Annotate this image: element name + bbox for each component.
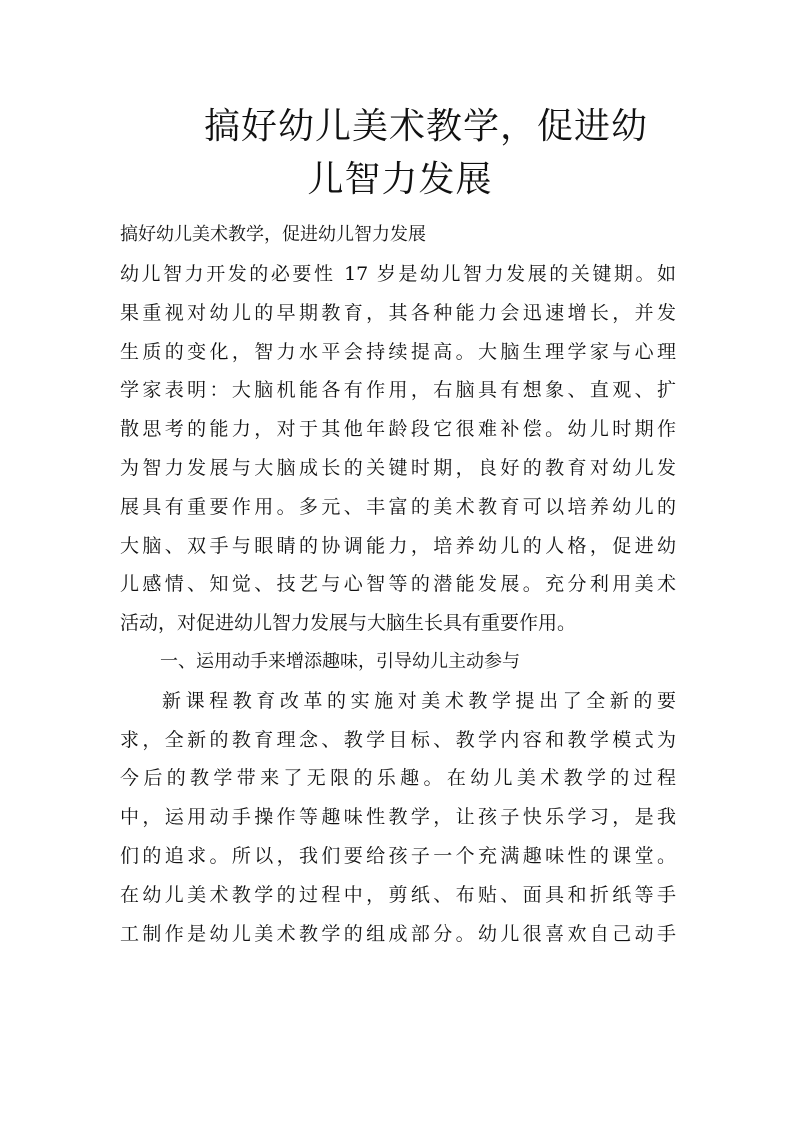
paragraph-line: 工制作是幼儿美术教学的组成部分。幼儿很喜欢自己动手 bbox=[120, 922, 676, 945]
paragraph-line: 大脑、双手与眼睛的协调能力，培养幼儿的人格，促进幼 bbox=[120, 534, 676, 557]
title-line-2: 儿智力发展 bbox=[307, 159, 493, 200]
paragraph-1 bbox=[120, 255, 676, 643]
paragraph-line: 求，全新的教育理念、教学目标、教学内容和教学模式为 bbox=[120, 728, 676, 751]
paragraph-line: 在幼儿美术教学的过程中，剪纸、布贴、面具和折纸等手 bbox=[120, 883, 676, 906]
paragraph-line: 展具有重要作用。多元、丰富的美术教育可以培养幼儿的 bbox=[120, 495, 676, 518]
paragraph-line: 新课程教育改革的实施对美术教学提出了全新的要 bbox=[162, 689, 676, 712]
paragraph-line: 果重视对幼儿的早期教育，其各种能力会迅速增长，并发 bbox=[120, 301, 676, 324]
paragraph-line: 为智力发展与大脑成长的关键时期，良好的教育对幼儿发 bbox=[120, 456, 676, 479]
document-body bbox=[120, 255, 676, 953]
document-title bbox=[120, 100, 680, 206]
paragraph-2 bbox=[120, 682, 676, 954]
paragraph-line: 幼儿智力开发的必要性 17 岁是幼儿智力发展的关键期。如 bbox=[120, 263, 676, 285]
paragraph-line: 中，运用动手操作等趣味性教学，让孩子快乐学习，是我 bbox=[120, 806, 676, 829]
paragraph-line: 生质的变化，智力水平会持续提高。大脑生理学家与心理 bbox=[120, 340, 676, 363]
title-line-1: 搞好幼儿美术教学，促进幼 bbox=[203, 106, 648, 147]
paragraph-line: 今后的教学带来了无限的乐趣。在幼儿美术教学的过程 bbox=[120, 767, 676, 790]
document-subtitle: 搞好幼儿美术教学，促进幼儿智力发展 bbox=[120, 224, 426, 245]
paragraph-line: 活动，对促进幼儿智力发展与大脑生长具有重要作用。 bbox=[120, 612, 577, 635]
section-heading: 一、运用动手来增添趣味，引导幼儿主动参与 bbox=[160, 650, 520, 672]
paragraph-line: 散思考的能力，对于其他年龄段它很难补偿。幼儿时期作 bbox=[120, 418, 676, 441]
paragraph-line: 学家表明：大脑机能各有作用，右脑具有想象、直观、扩 bbox=[120, 379, 676, 402]
paragraph-line: 儿感情、知觉、技艺与心智等的潜能发展。充分利用美术 bbox=[120, 573, 676, 596]
paragraph-line: 们的追求。所以，我们要给孩子一个充满趣味性的课堂。 bbox=[120, 844, 676, 867]
